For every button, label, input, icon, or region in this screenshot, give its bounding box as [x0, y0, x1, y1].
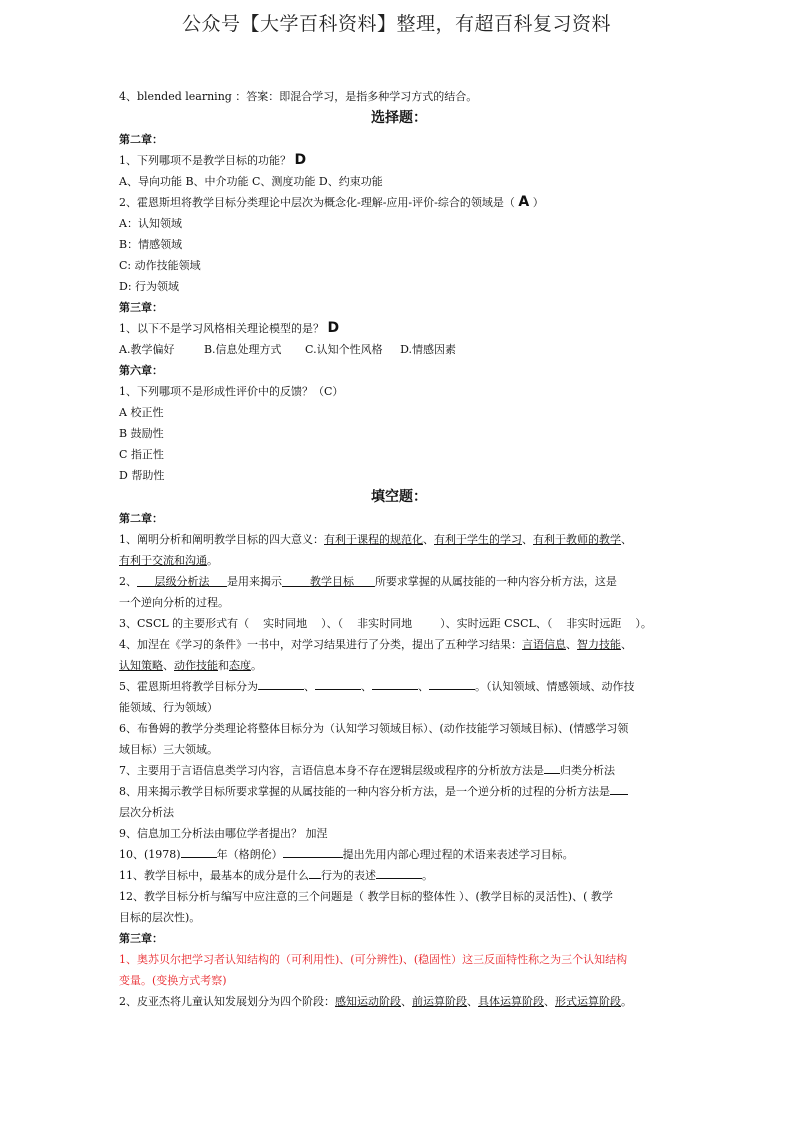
fill-q12-line2: 目标的层次性)。	[119, 911, 201, 924]
page-header: 公众号【大学百科资料】整理，有超百科复习资料	[181, 13, 611, 35]
option-b: B：情感领域	[119, 238, 183, 251]
option-d: D: 行为领域	[119, 280, 180, 293]
option-b: B.信息处理方式	[203, 343, 282, 356]
answer-text: 具体运算阶段	[478, 995, 544, 1008]
document-body	[119, 86, 679, 1012]
answer-text: 实时同地	[263, 617, 308, 630]
fill-q6-line2: 域目标）三大领域。	[119, 743, 218, 756]
choice-ch3-label: 第三章：	[119, 301, 163, 314]
question-text: 是用来揭示	[226, 575, 282, 588]
option-b: B 鼓励性	[119, 427, 164, 440]
option-d: D.情感因素	[400, 343, 457, 356]
answer-text: 言语信息	[522, 638, 566, 651]
answer-text: 智力技能	[577, 638, 621, 651]
choice-section-title: 选择题：	[371, 110, 427, 126]
separator: 、	[621, 533, 632, 546]
answer-text: 教学目标	[309, 575, 354, 588]
answer-text: 有利于教师的教学	[533, 533, 621, 546]
question-text: 1、下列哪项不是教学目标的功能？	[119, 154, 291, 167]
fill-q5-line2: 能领域、行为领域）	[119, 701, 218, 714]
answer-letter: D	[294, 152, 307, 168]
choice-ch2-q1	[119, 150, 679, 171]
question-text: 1、阐明分析和阐明教学目标的四大意义：	[119, 533, 324, 546]
fill-q2-line2: 一个逆向分析的过程。	[119, 596, 229, 609]
option-d: D 帮助性	[119, 469, 165, 482]
answer-text: 前运算阶段	[412, 995, 467, 1008]
option-a: A 校正性	[119, 406, 164, 419]
separator: 、	[522, 533, 533, 546]
answer-text: 形式运算阶段	[555, 995, 621, 1008]
answer-text: 态度	[229, 659, 251, 672]
answer-text: 认知策略	[119, 659, 163, 672]
question-text: 所要求掌握的从属技能的一种内容分析方法，这是	[374, 575, 617, 588]
blended-learning-line: 4、blended learning ：答案：即混合学习，是指多种学习方式的结合。	[119, 90, 478, 103]
answer-text: 行为的表述	[321, 869, 376, 882]
answer-text: 有利于学生的学习	[434, 533, 522, 546]
fill-q11: 11、教学目标中，最基本的成分是什么 行为的表述 。	[119, 865, 679, 886]
answer-text: 非实时同地	[357, 617, 413, 630]
choice-ch2-q1-options: A、导向功能 B、中介功能 C、测度功能 D、约束功能	[119, 175, 383, 188]
question-text: 1、以下不是学习风格相关理论模型的是？	[119, 322, 324, 335]
question-number: 2、	[119, 575, 137, 588]
option-c: C.认知个性风格	[305, 343, 383, 356]
answer-letter: D	[327, 320, 340, 336]
option-a: A.教学偏好	[119, 343, 175, 356]
fill-q4-line2: 认知策略、动作技能和态度。	[119, 659, 262, 672]
fill-ch3-q2: 2、皮亚杰将儿童认知发展划分为四个阶段：感知运动阶段、前运算阶段、具体运算阶段、形式运算阶段。	[119, 995, 632, 1008]
question-text: 2、霍恩斯坦将教学目标分类理论中层次为概念化-理解-应用-评价-综合的领域是（	[119, 196, 515, 209]
option-a: A：认知领域	[119, 217, 182, 230]
fill-q8: 8、用来揭示教学目标所要求掌握的从属技能的一种内容分析方法，是一个逆分析的过程的分析方法是	[119, 781, 679, 802]
answer-letter: A	[518, 194, 530, 210]
fill-q10: 10、(1978) 年（格朗伦） 提出先用内部心理过程的术语来表述学习目标。	[119, 844, 679, 865]
fill-q12: 12、教学目标分析与编写中应注意的三个问题是（ 教学目标的整体性 ）、(教学目标的灵活性)、( 教学	[119, 890, 613, 903]
fill-section-title: 填空题：	[371, 489, 427, 505]
choice-ch2-label: 第二章：	[119, 133, 163, 146]
fill-q8-line2: 层次分析法	[119, 806, 174, 819]
answer-text: 归类分析法	[560, 764, 615, 777]
fill-q4: 4、加涅在《学习的条件》一书中，对学习结果进行了分类，提出了五种学习结果：言语信息、智力技能、	[119, 638, 632, 651]
fill-ch2-label: 第二章：	[119, 512, 163, 525]
choice-ch6-q1: 1、下列哪项不是形成性评价中的反馈？（C）	[119, 385, 344, 398]
answer-text: 感知运动阶段	[335, 995, 401, 1008]
answer-text: 动作技能	[174, 659, 218, 672]
answer-text: 有利于交流和沟通	[119, 554, 207, 567]
answer-text: 有利于课程的规范化	[324, 533, 423, 546]
choice-ch3-options	[119, 339, 679, 360]
fill-ch3-q1: 1、奥苏贝尔把学习者认知结构的（可利用性)、(可分辨性)、(稳固性）这三反面特性称之为三个认知结构	[119, 953, 628, 966]
fill-q6: 6、布鲁姆的教学分类理论将整体目标分为（认知学习领域目标）、(动作技能学习领域目标)、(情感学习领	[119, 722, 629, 735]
option-c: C 指正性	[119, 448, 164, 461]
separator: 、	[423, 533, 434, 546]
choice-ch3-q1	[119, 318, 679, 339]
fill-q7: 7、主要用于言语信息类学习内容，言语信息本身不存在逻辑层级或程序的分析放方法是 归类分析法	[119, 760, 679, 781]
fill-q1-line2: 有利于交流和沟通。	[119, 554, 218, 567]
fill-q9: 9、信息加工分析法由哪位学者提出？ 加涅	[119, 827, 328, 840]
paren-close: ）	[532, 196, 544, 209]
answer-text: 层级分析法	[154, 575, 210, 588]
fill-q2	[119, 571, 679, 592]
choice-ch2-q2	[119, 192, 679, 213]
answer-text: 非实时远距	[566, 617, 622, 630]
fill-q1	[119, 529, 679, 550]
fill-q5: 5、霍恩斯坦将教学目标分为 、 、 、 。（认知领域、情感领域、动作技	[119, 676, 679, 697]
fill-q3: 3、CSCL 的主要形式有（ 实时同地 ）、（ 非实时同地 ）、实时远距 CSCL、（ 非实时远距 ）。	[119, 617, 652, 630]
fill-ch3-label: 第三章：	[119, 932, 163, 945]
choice-ch6-label: 第六章：	[119, 364, 163, 377]
option-c: C: 动作技能领域	[119, 259, 201, 272]
fill-ch3-q1-line2: 变量。(变换方式考察)	[119, 974, 227, 987]
